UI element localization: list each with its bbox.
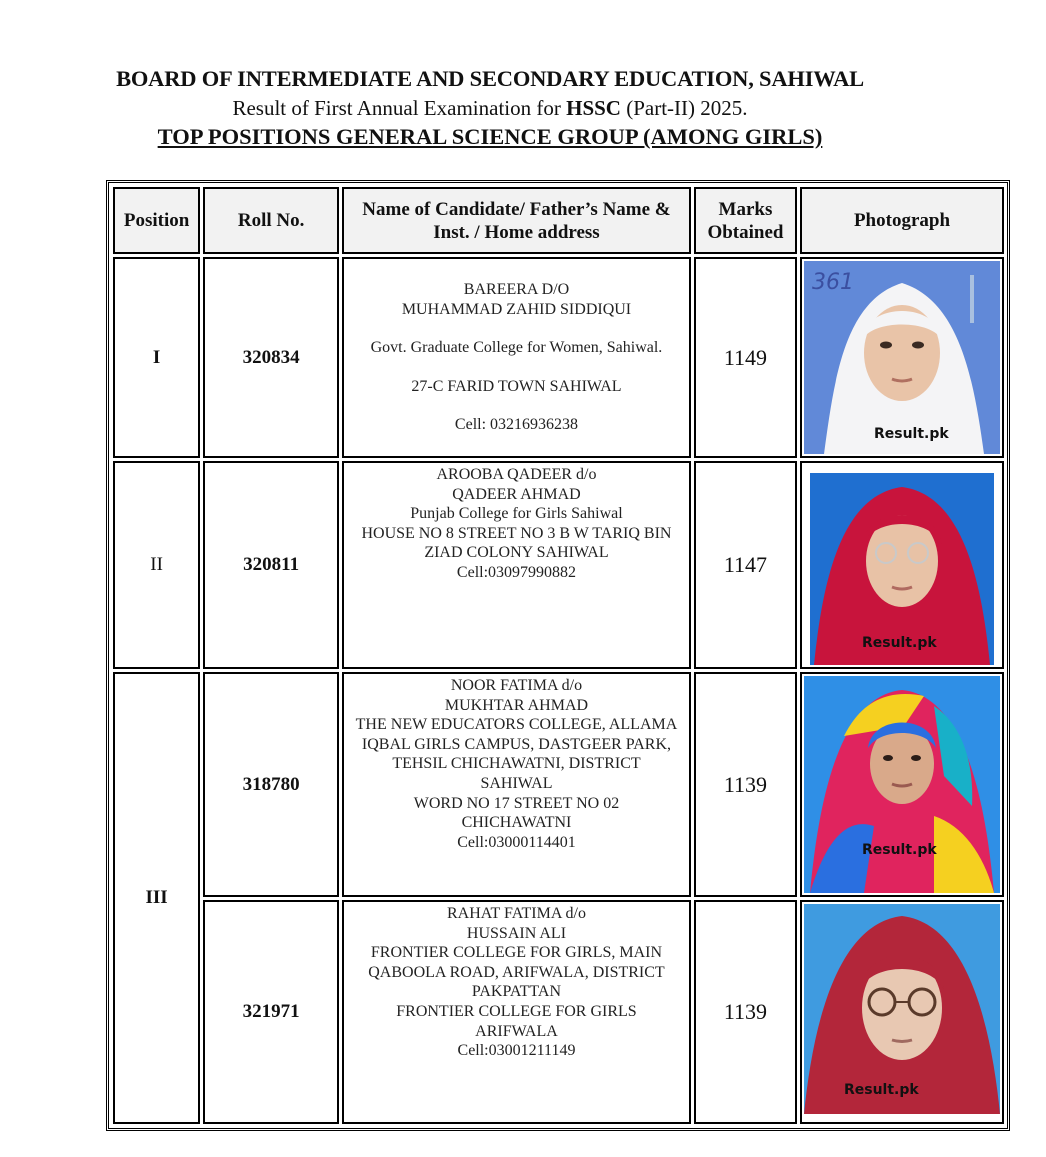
positions-subtitle: TOP POSITIONS GENERAL SCIENCE GROUP (AMONG GIRLS) [157,124,823,149]
photograph-cell [800,461,1004,669]
photograph-cell [800,672,1004,897]
svg-text:361: 361 [811,270,854,295]
info-line: CHICHAWATNI [461,814,572,832]
watermark: Result.pk [873,426,949,442]
roll-no-cell: 318780 [203,672,339,897]
info-line: ARIFWALA [475,1022,558,1040]
home-address: 27-C FARID TOWN SAHIWAL [411,377,622,395]
watermark: Result.pk [861,842,937,858]
info-line: HUSSAIN ALI [466,924,567,942]
info-line: Cell:03000114401 [457,833,576,851]
position-cell: III [113,672,200,1124]
candidate-photo [804,465,1000,665]
info-line: TEHSIL CHICHAWATNI, DISTRICT [392,755,641,773]
candidate-photo [804,904,1000,1120]
candidate-info-cell [342,461,691,669]
marks-cell: 1147 [694,461,797,669]
col-photograph: Photograph [800,187,1004,254]
institute: Govt. Graduate College for Women, Sahiwal. [370,339,663,357]
info-line: Cell:03001211149 [457,1042,576,1060]
candidate-info-cell [342,257,691,458]
candidate-info-cell [342,900,691,1124]
col-roll-no: Roll No. [203,187,339,254]
info-line: Punjab College for Girls Sahiwal [410,505,623,523]
board-title: BOARD OF INTERMEDIATE AND SECONDARY EDUCATION, SAHIWAL [116,66,864,91]
info-line: FRONTIER COLLEGE FOR GIRLS, MAIN [370,944,663,962]
results-table [106,180,1010,1131]
info-line: THE NEW EDUCATORS COLLEGE, ALLAMA [355,716,678,734]
col-marks: Marks Obtained [694,187,797,254]
table-row [113,461,1004,669]
info-line: AROOBA QADEER d/o [436,466,597,483]
marks-cell: 1149 [694,257,797,458]
cell-number: Cell: 03216936238 [454,416,579,434]
info-line: QADEER AHMAD [452,485,581,503]
photograph-cell [800,900,1004,1124]
info-line: NOOR FATIMA d/o [450,677,583,694]
table-row [113,257,1004,458]
info-line: RAHAT FATIMA d/o [446,905,586,922]
table-row [113,672,1004,897]
info-line: HOUSE NO 8 STREET NO 3 B W TARIQ BIN [361,524,672,542]
col-position: Position [113,187,200,254]
portrait-image [804,676,1000,893]
marks-cell: 1139 [694,900,797,1124]
watermark: Result.pk [861,635,937,651]
watermark: Result.pk [843,1082,919,1098]
marks-cell: 1139 [694,672,797,897]
info-line: FRONTIER COLLEGE FOR GIRLS [396,1002,637,1020]
position-cell: II [113,461,200,669]
roll-no-cell: 320811 [203,461,339,669]
info-line: IQBAL GIRLS CAMPUS, DASTGEER PARK, [361,735,672,753]
photograph-cell [800,257,1004,458]
candidate-name: BAREERA D/O [463,281,570,299]
info-line: PAKPATTAN [471,983,562,1001]
info-line: ZIAD COLONY SAHIWAL [424,544,609,562]
exam-title: Result of First Annual Examination for HSSC (Part-II) 2025. [232,96,748,120]
info-line: SAHIWAL [480,774,553,792]
info-line: Cell:03097990882 [456,563,577,581]
father-name: MUHAMMAD ZAHID SIDDIQUI [401,300,632,318]
table-header-row [113,187,1004,254]
info-line: WORD NO 17 STREET NO 02 [413,794,620,812]
candidate-photo [804,676,1000,893]
info-line: QABOOLA ROAD, ARIFWALA, DISTRICT [368,963,665,981]
table-row [113,900,1004,1124]
candidate-photo [804,261,1000,454]
col-name-address: Name of Candidate/ Father’s Name & Inst. / Home address [342,187,691,254]
roll-no-cell: 321971 [203,900,339,1124]
info-line: MUKHTAR AHMAD [444,696,589,714]
roll-no-cell: 320834 [203,257,339,458]
candidate-info-cell [342,672,691,897]
position-cell: I [113,257,200,458]
